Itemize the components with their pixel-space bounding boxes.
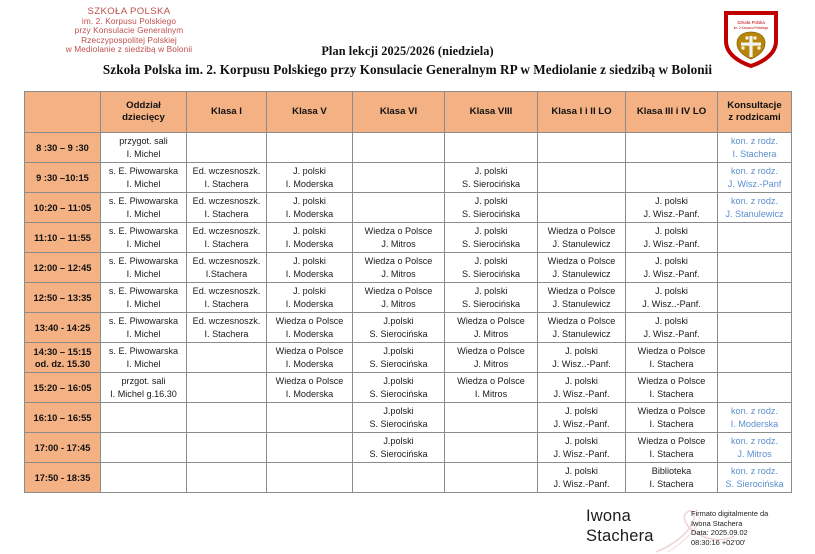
empty-cell: [445, 133, 538, 163]
lesson-subject: Ed. wczesnoszk.: [192, 226, 261, 237]
lesson-cell: [626, 433, 718, 463]
lesson-teacher: I. Moderska: [285, 178, 334, 189]
column-header-klasa-v: Klasa V: [267, 92, 353, 133]
lesson-teacher: I. Michel: [126, 358, 161, 369]
lesson-cell: [267, 193, 353, 223]
school-logo-line-1: SZKOŁA POLSKA: [87, 6, 171, 17]
lesson-cell: [538, 373, 626, 403]
time-slot-primary: 17:00 - 17:45: [34, 442, 91, 453]
lesson-subject: J. polski: [565, 466, 598, 477]
lesson-cell: [445, 283, 538, 313]
lesson-subject: s. E. Piwowarska: [108, 316, 179, 327]
lesson-teacher: S. Sierocińska: [461, 238, 521, 249]
lesson-cell: [267, 313, 353, 343]
lesson-cell: [626, 223, 718, 253]
lesson-cell: [101, 343, 187, 373]
lesson-cell: [718, 463, 792, 493]
lesson-subject: J. polski: [293, 166, 326, 177]
empty-cell: [538, 163, 626, 193]
lesson-teacher: J. Wisz.-Panf.: [553, 448, 610, 459]
lesson-subject: J. polski: [474, 196, 508, 207]
lesson-teacher: I. Moderska: [730, 418, 779, 429]
lesson-teacher: J. Wisz..-Panf.: [552, 358, 611, 369]
lesson-teacher: J. Wisz..-Panf.: [642, 298, 701, 309]
empty-cell: [101, 463, 187, 493]
lesson-cell: [353, 283, 445, 313]
lesson-teacher: I. Michel: [126, 268, 161, 279]
school-logo-line-3: przy Konsulacie Generalnym: [74, 25, 184, 36]
signature-name-line1: Iwona: [586, 507, 632, 525]
lesson-subject: s. E. Piwowarska: [108, 286, 179, 297]
time-slot-cell: [25, 373, 101, 403]
lesson-teacher: J. Mitros: [737, 448, 772, 459]
empty-cell: [101, 403, 187, 433]
lesson-subject: J. polski: [655, 316, 688, 327]
lesson-subject: Biblioteka: [651, 466, 692, 477]
empty-cell: [267, 463, 353, 493]
lesson-cell: [101, 133, 187, 163]
time-slot-primary: 17:50 - 18:35: [34, 472, 91, 483]
time-slot-primary: 9 :30 –10:15: [36, 172, 89, 183]
table-row: [25, 313, 792, 343]
lesson-subject: J. polski: [293, 286, 326, 297]
empty-cell: [101, 433, 187, 463]
page-subtitle: Szkoła Polska im. 2. Korpusu Polskiego przy Konsulacie Generalnym RP w Mediolanie z siedzibą w Bolonii: [102, 62, 713, 77]
lesson-teacher: I. Stachera: [204, 328, 249, 339]
svg-text:im. 2 Korpusu Polskiego: im. 2 Korpusu Polskiego: [733, 26, 769, 30]
lesson-subject: przygot. sali: [119, 136, 168, 147]
lesson-subject: J.polski: [383, 316, 414, 327]
empty-cell: [538, 193, 626, 223]
time-slot-primary: 11:10 – 11:55: [34, 232, 91, 243]
lesson-teacher: I. Michel: [126, 328, 161, 339]
lesson-cell: [101, 313, 187, 343]
lesson-teacher: I. Stachera: [649, 478, 694, 489]
lesson-cell: [626, 343, 718, 373]
lesson-subject: Wiedza o Polsce: [637, 346, 706, 357]
lesson-subject: s. E. Piwowarska: [108, 226, 179, 237]
signature-meta-line2: Iwona Stachera: [691, 518, 743, 528]
lesson-subject: s. E. Piwowarska: [108, 196, 179, 207]
lesson-teacher: J. Stanulewicz: [552, 268, 611, 279]
lesson-cell: [445, 253, 538, 283]
lesson-cell: [187, 253, 267, 283]
lesson-subject: Wiedza o Polsce: [457, 346, 525, 357]
time-slot-cell: [25, 283, 101, 313]
lesson-cell: [267, 253, 353, 283]
lesson-teacher: S. Sierocińska: [369, 328, 428, 339]
lesson-cell: [626, 463, 718, 493]
column-header-time: [25, 92, 101, 133]
empty-cell: [718, 223, 792, 253]
lesson-teacher: I. Moderska: [285, 298, 334, 309]
lesson-cell: [101, 373, 187, 403]
lesson-teacher: J. Stanulewicz: [552, 298, 611, 309]
lesson-cell: [187, 283, 267, 313]
time-slot-cell: [25, 223, 101, 253]
lesson-teacher: I. Stachera: [649, 358, 694, 369]
lesson-teacher: I. Michel g.16.30: [110, 388, 177, 399]
lesson-subject: Wiedza o Polsce: [364, 226, 433, 237]
lesson-subject: J. polski: [565, 376, 598, 387]
column-header-konsultacje-line1: Konsultacje: [727, 100, 782, 111]
lesson-cell: [718, 433, 792, 463]
signature-meta-line3: Data: 2025.09.02: [691, 528, 748, 538]
lesson-cell: [101, 193, 187, 223]
lesson-subject: kon. z rodz.: [730, 466, 778, 477]
lesson-teacher: I. Michel: [126, 238, 161, 249]
lesson-cell: [101, 223, 187, 253]
lesson-teacher: S. Sierocińska: [725, 478, 784, 489]
lesson-subject: Ed. wczesnoszk.: [192, 196, 261, 207]
table-row: [25, 403, 792, 433]
lesson-teacher: I. Stachera: [204, 178, 249, 189]
lesson-cell: [267, 373, 353, 403]
lesson-teacher: S. Sierocińska: [369, 388, 428, 399]
table-header-row: [25, 92, 792, 133]
lesson-subject: Ed. wczesnoszk.: [192, 316, 261, 327]
lesson-teacher: S. Sierocińska: [461, 178, 521, 189]
lesson-subject: Wiedza o Polsce: [547, 226, 616, 237]
lesson-teacher: J. Stanulewicz: [725, 208, 784, 219]
empty-cell: [267, 403, 353, 433]
table-row: [25, 193, 792, 223]
lesson-cell: [445, 223, 538, 253]
empty-cell: [538, 133, 626, 163]
lesson-cell: [267, 163, 353, 193]
lesson-cell: [538, 433, 626, 463]
time-slot-cell: [25, 433, 101, 463]
lesson-subject: Wiedza o Polsce: [457, 316, 525, 327]
table-row: [25, 343, 792, 373]
empty-cell: [353, 463, 445, 493]
table-row: [25, 373, 792, 403]
lesson-cell: [538, 463, 626, 493]
table-row: [25, 283, 792, 313]
empty-cell: [626, 133, 718, 163]
empty-cell: [445, 463, 538, 493]
time-slot-cell: [25, 193, 101, 223]
lesson-teacher: J. Mitros: [381, 268, 416, 279]
lesson-subject: J. polski: [565, 346, 598, 357]
lesson-cell: [353, 313, 445, 343]
lesson-teacher: J. Mitros: [381, 238, 416, 249]
lesson-subject: Wiedza o Polsce: [364, 286, 433, 297]
column-header-klasa-i: Klasa I: [187, 92, 267, 133]
column-header-klasa-vi: Klasa VI: [353, 92, 445, 133]
lesson-cell: [267, 283, 353, 313]
lesson-cell: [626, 313, 718, 343]
lesson-teacher: S. Sierocińska: [369, 358, 428, 369]
lesson-teacher: I. Stachera: [204, 298, 249, 309]
lesson-cell: [353, 253, 445, 283]
lesson-teacher: I. Michel: [126, 178, 161, 189]
lesson-subject: J. polski: [293, 196, 326, 207]
lesson-subject: J.polski: [383, 376, 414, 387]
empty-cell: [187, 433, 267, 463]
lesson-subject: J. polski: [655, 196, 688, 207]
digital-signature-block: [586, 504, 815, 552]
lesson-teacher: J. Wisz.-Panf.: [553, 418, 610, 429]
lesson-teacher: I. Moderska: [285, 268, 334, 279]
lesson-cell: [445, 373, 538, 403]
empty-cell: [187, 373, 267, 403]
document-header: [0, 0, 815, 86]
lesson-cell: [187, 223, 267, 253]
time-slot-primary: 14:30 – 15:15: [33, 346, 92, 357]
time-slot-primary: 12:50 – 13:35: [33, 292, 92, 303]
column-header-konsultacje-line2: z rodzicami: [728, 112, 781, 123]
table-row: [25, 463, 792, 493]
lesson-cell: [538, 403, 626, 433]
lesson-teacher: I. Mitros: [474, 388, 508, 399]
table-row: [25, 433, 792, 463]
empty-cell: [187, 133, 267, 163]
signature-name: [586, 506, 654, 546]
lesson-subject: kon. z rodz.: [730, 136, 778, 147]
lesson-teacher: I. Moderska: [285, 238, 334, 249]
lesson-teacher: J. Wisz.-Panf.: [553, 478, 610, 489]
lesson-subject: J.polski: [383, 346, 414, 357]
lesson-teacher: J. Wisz.-Panf.: [643, 268, 700, 279]
lesson-subject: Wiedza o Polsce: [457, 376, 525, 387]
signature-name-line2: Stachera: [586, 527, 654, 545]
lesson-teacher: I. Stachera: [649, 448, 694, 459]
lesson-subject: Wiedza o Polsce: [275, 346, 344, 357]
lesson-subject: J. polski: [474, 286, 508, 297]
time-slot-note: od. dz. 15.30: [34, 358, 91, 369]
empty-cell: [267, 133, 353, 163]
lesson-subject: J.polski: [383, 406, 414, 417]
lesson-teacher: S. Sierocińska: [461, 208, 521, 219]
empty-cell: [626, 163, 718, 193]
lesson-teacher: I. Stachera: [732, 148, 777, 159]
lesson-teacher: I. Michel: [126, 148, 161, 159]
lesson-subject: J. polski: [293, 226, 326, 237]
lesson-teacher: J. Wisz.-Panf.: [643, 238, 700, 249]
lesson-cell: [538, 343, 626, 373]
lesson-cell: [353, 343, 445, 373]
lesson-teacher: I. Michel: [126, 298, 161, 309]
time-slot-primary: 13:40 - 14:25: [34, 322, 91, 333]
lesson-cell: [267, 223, 353, 253]
column-header-oddzial-line2: dziecięcy: [122, 112, 165, 123]
lesson-subject: Ed. wczesnoszk.: [192, 286, 261, 297]
lesson-cell: [626, 253, 718, 283]
lesson-subject: Wiedza o Polsce: [364, 256, 433, 267]
time-slot-primary: 16:10 – 16:55: [33, 412, 92, 423]
school-logo-line-4: Rzeczypospolitej Polskiej: [81, 34, 177, 45]
empty-cell: [445, 433, 538, 463]
empty-cell: [187, 403, 267, 433]
lesson-cell: [187, 163, 267, 193]
lesson-teacher: J. Mitros: [473, 358, 509, 369]
lesson-subject: J. polski: [474, 166, 508, 177]
lesson-teacher: I. Stachera: [649, 418, 694, 429]
lesson-cell: [626, 193, 718, 223]
page-title: Plan lekcji 2025/2026 (niedziela): [321, 44, 494, 58]
empty-cell: [353, 193, 445, 223]
lesson-subject: J. polski: [474, 226, 508, 237]
table-row: [25, 163, 792, 193]
lesson-teacher: I. Michel: [126, 208, 161, 219]
lesson-cell: [353, 433, 445, 463]
signature-metadata: [691, 509, 768, 547]
lesson-subject: kon. z rodz.: [730, 406, 778, 417]
empty-cell: [187, 463, 267, 493]
empty-cell: [353, 133, 445, 163]
lesson-teacher: J. Stanulewicz: [552, 328, 611, 339]
time-slot-cell: [25, 133, 101, 163]
lesson-teacher: I. Moderska: [285, 208, 334, 219]
lesson-cell: [538, 223, 626, 253]
lesson-subject: Wiedza o Polsce: [547, 256, 616, 267]
lesson-cell: [445, 163, 538, 193]
lesson-subject: kon. z rodz.: [730, 436, 778, 447]
lesson-subject: J. polski: [655, 256, 688, 267]
lesson-cell: [538, 313, 626, 343]
lesson-subject: Wiedza o Polsce: [637, 376, 706, 387]
lesson-subject: Wiedza o Polsce: [547, 286, 616, 297]
empty-cell: [718, 253, 792, 283]
lesson-teacher: I.Stachera: [205, 268, 248, 279]
lesson-teacher: S. Sierocińska: [461, 298, 521, 309]
lesson-cell: [538, 253, 626, 283]
table-row: [25, 253, 792, 283]
lesson-teacher: I. Stachera: [204, 238, 249, 249]
lesson-subject: s. E. Piwowarska: [108, 256, 179, 267]
time-slot-cell: [25, 163, 101, 193]
lesson-subject: Wiedza o Polsce: [637, 406, 706, 417]
lesson-cell: [353, 223, 445, 253]
time-slot-cell: [25, 343, 101, 373]
lesson-teacher: J. Wisz.-Panf: [727, 178, 782, 189]
time-slot-primary: 15:20 – 16:05: [33, 382, 92, 393]
time-slot-cell: [25, 403, 101, 433]
lesson-teacher: J. Mitros: [381, 298, 416, 309]
lesson-teacher: J. Stanulewicz: [552, 238, 611, 249]
lesson-cell: [187, 313, 267, 343]
column-header-oddzial-line1: Oddział: [126, 100, 161, 111]
lesson-cell: [267, 343, 353, 373]
lesson-cell: [626, 373, 718, 403]
lesson-cell: [101, 253, 187, 283]
signature-meta-line4: 08:30:16 +02'00': [691, 537, 746, 547]
lesson-cell: [718, 163, 792, 193]
empty-cell: [718, 283, 792, 313]
column-header-konsultacje: [718, 92, 792, 133]
empty-cell: [445, 403, 538, 433]
empty-cell: [718, 313, 792, 343]
schedule-table-body: [25, 133, 792, 493]
time-slot-cell: [25, 463, 101, 493]
lesson-subject: J. polski: [655, 226, 688, 237]
lesson-cell: [445, 343, 538, 373]
lesson-teacher: I. Stachera: [204, 208, 249, 219]
lesson-subject: Wiedza o Polsce: [275, 376, 344, 387]
column-header-klasa-viii: Klasa VIII: [445, 92, 538, 133]
lesson-cell: [718, 133, 792, 163]
lesson-teacher: I. Moderska: [285, 328, 334, 339]
lesson-teacher: I. Moderska: [285, 388, 334, 399]
lesson-cell: [718, 403, 792, 433]
lesson-subject: J. polski: [474, 256, 508, 267]
lesson-subject: Ed. wczesnoszk.: [192, 166, 261, 177]
lesson-teacher: S. Sierocińska: [369, 418, 428, 429]
lesson-subject: Wiedza o Polsce: [637, 436, 706, 447]
lesson-teacher: J. Wisz.-Panf.: [553, 388, 610, 399]
lesson-subject: s. E. Piwowarska: [108, 346, 179, 357]
school-logo-line-2: im. 2. Korpusu Polskiego: [81, 15, 177, 26]
lesson-cell: [101, 163, 187, 193]
lesson-teacher: J. Mitros: [473, 328, 509, 339]
schedule-table: [24, 91, 792, 493]
lesson-cell: [445, 193, 538, 223]
column-header-klasa-i-ii-lo: Klasa I i II LO: [538, 92, 626, 133]
lesson-subject: kon. z rodz.: [730, 166, 778, 177]
lesson-subject: kon. z rodz.: [730, 196, 778, 207]
table-row: [25, 223, 792, 253]
lesson-subject: przgot. sali: [121, 376, 166, 387]
svg-text:Szkoła Polska: Szkoła Polska: [737, 20, 765, 25]
lesson-teacher: J. Wisz.-Panf.: [643, 208, 700, 219]
signature-meta-line1: Firmato digitalmente da: [691, 509, 769, 518]
empty-cell: [718, 373, 792, 403]
lesson-subject: Wiedza o Polsce: [275, 316, 344, 327]
column-header-oddzial-dzieciecy: [101, 92, 187, 133]
lesson-cell: [626, 283, 718, 313]
time-slot-cell: [25, 253, 101, 283]
lesson-teacher: J. Wisz.-Panf.: [643, 328, 700, 339]
empty-cell: [718, 343, 792, 373]
school-logo-line-5: w Mediolanie z siedzibą w Bolonii: [65, 44, 193, 55]
lesson-teacher: S. Sierocińska: [369, 448, 428, 459]
empty-cell: [187, 343, 267, 373]
lesson-subject: J. polski: [565, 406, 598, 417]
shield-crest-icon: [723, 10, 779, 68]
lesson-subject: J.polski: [383, 436, 414, 447]
lesson-teacher: I. Stachera: [649, 388, 694, 399]
lesson-cell: [718, 193, 792, 223]
time-slot-cell: [25, 313, 101, 343]
empty-cell: [267, 433, 353, 463]
lesson-teacher: I. Moderska: [285, 358, 334, 369]
lesson-cell: [626, 403, 718, 433]
lesson-subject: J. polski: [565, 436, 598, 447]
lesson-cell: [353, 403, 445, 433]
time-slot-primary: 12:00 – 12:45: [33, 262, 92, 273]
column-header-klasa-iii-iv-lo: Klasa III i IV LO: [626, 92, 718, 133]
time-slot-primary: 10:20 – 11:05: [33, 202, 92, 213]
lesson-teacher: S. Sierocińska: [461, 268, 521, 279]
schedule-table-container: [24, 91, 791, 493]
lesson-subject: J. polski: [293, 256, 326, 267]
lesson-subject: J. polski: [655, 286, 688, 297]
lesson-subject: Ed. wczesnoszk.: [192, 256, 261, 267]
lesson-cell: [353, 373, 445, 403]
lesson-subject: s. E. Piwowarska: [108, 166, 179, 177]
lesson-cell: [538, 283, 626, 313]
table-row: [25, 133, 792, 163]
lesson-subject: Wiedza o Polsce: [547, 316, 616, 327]
lesson-cell: [445, 313, 538, 343]
empty-cell: [353, 163, 445, 193]
time-slot-primary: 8 :30 – 9 :30: [36, 142, 89, 153]
lesson-cell: [187, 193, 267, 223]
lesson-cell: [101, 283, 187, 313]
